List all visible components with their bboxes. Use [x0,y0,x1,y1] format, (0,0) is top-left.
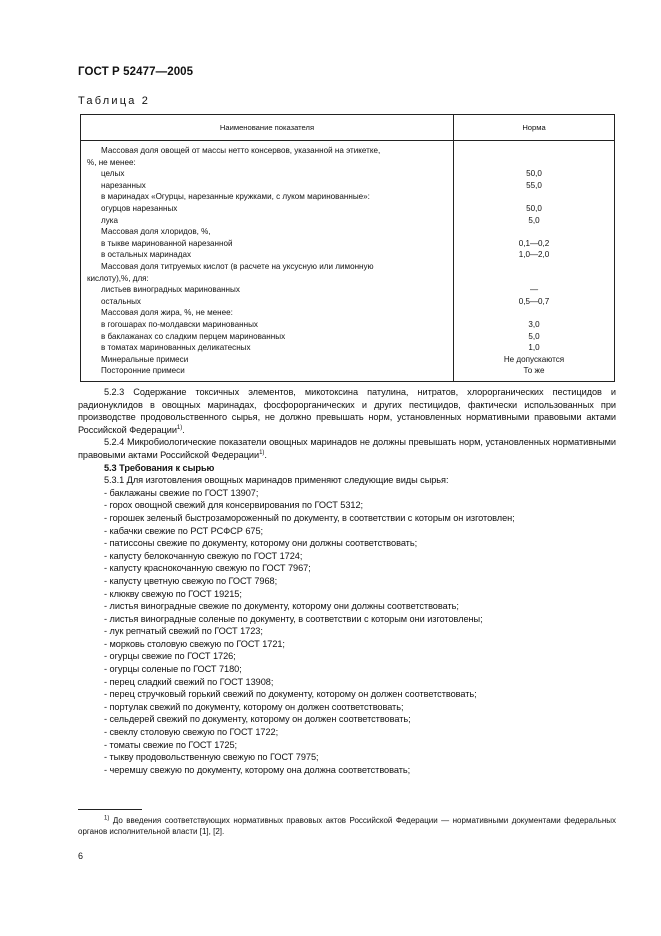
list-item: - перец сладкий свежий по ГОСТ 13908; [104,676,274,687]
norm-value-cell: Не допускаются [454,354,615,366]
body-text [78,386,616,776]
table-row [81,215,615,227]
table-row [81,157,615,169]
table-row [81,331,615,343]
norm-value-cell [454,273,615,285]
list-item: - перец стручковый горький свежий по документу, которому он должен соответствовать; [104,689,477,700]
norm-value-cell: 1,0 [454,342,615,354]
indicator-name-cell: в тыкве маринованной нарезанной [81,238,454,250]
table-row [81,354,615,366]
norm-value-cell [454,307,615,319]
table-row [81,226,615,238]
table-row [81,168,615,180]
norm-value-cell [454,226,615,238]
norm-value-cell: 3,0 [454,319,615,331]
table-row [81,261,615,273]
footnote-divider [78,809,142,810]
norm-value-cell: 0,1—0,2 [454,238,615,250]
header-norm: Норма [454,115,615,141]
table-caption: Таблица 2 [78,95,151,107]
indicator-name-cell: лука [81,215,454,227]
paragraph-5-3-1: 5.3.1 Для изготовления овощных маринадов применяют следующие виды сырья: [104,475,449,486]
paragraph-5-2-4-text: 5.2.4 Микробиологические показатели овощных маринадов не должны превышать норм, установленных нормативными правовыми актами Российской Федерации [78,437,616,460]
norm-value-cell [454,191,615,203]
list-item: - огурцы соленые по ГОСТ 7180; [104,664,242,675]
norm-value-cell [454,157,615,169]
indicator-name-cell: остальных [81,296,454,308]
norm-value-cell: 50,0 [454,168,615,180]
table-row [81,307,615,319]
list-item: - капусту цветную свежую по ГОСТ 7968; [104,575,278,586]
list-item: - баклажаны свежие по ГОСТ 13907; [104,487,259,498]
indicator-name-cell: целых [81,168,454,180]
list-item: - сельдерей свежий по документу, которому он должен соответствовать; [104,714,411,725]
indicator-name-cell: Массовая доля титруемых кислот (в расчете на уксусную или лимонную [81,261,454,273]
norm-value-cell: 5,0 [454,331,615,343]
list-item: - капусту белокочанную свежую по ГОСТ 1724; [104,550,303,561]
footnote-text: До введения соответствующих нормативных правовых актов Российской Федерации — нормативными документами федеральных органов исполнительной власти [1], [2]. [78,816,616,837]
standard-title: ГОСТ Р 52477—2005 [78,66,194,78]
indicator-name-cell: листьев виноградных маринованных [81,284,454,296]
indicator-name-cell: %, не менее: [81,157,454,169]
table-row [81,180,615,192]
table-row [81,342,615,354]
norm-value-cell: 0,5—0,7 [454,296,615,308]
indicator-name-cell: Массовая доля хлоридов, %, [81,226,454,238]
table-row [81,284,615,296]
norm-value-cell [454,261,615,273]
list-item: - листья виноградные свежие по документу, которому они должны соответствовать; [104,601,459,612]
footnote-mark: 1) [104,815,110,822]
indicator-name-cell: в баклажанах со сладким перцем маринованных [81,331,454,343]
list-item: - портулак свежий по документу, которому он должен соответствовать; [104,701,404,712]
list-item: - горох овощной свежий для консервирования по ГОСТ 5312; [104,500,364,511]
table-row [81,141,615,157]
list-item: - кабачки свежие по РСТ РСФСР 675; [104,525,264,536]
footnote [78,815,616,837]
indicators-table [80,114,615,382]
list-item: - черемшу свежую по документу, которому она должна соответствовать; [104,764,411,775]
table-row [81,238,615,250]
paragraph-5-2-3-text: 5.2.3 Содержание токсичных элементов, микотоксина патулина, нитратов, хлорорганических пестицидов и радионуклидов в овощных маринадах, фосфорорганических и других пестицидов, фактически использованных при производстве продовольственного сырья, не должно превышать норм, установленных нормативными правовыми актами Российской Федерации [78,387,616,435]
list-item: - горошек зеленый быстрозамороженный по документу, в соответствии с которым он изготовлен; [104,512,515,523]
table-body [81,141,615,382]
footnote-ref: 1) [176,424,183,431]
indicator-name-cell: Массовая доля жира, %, не менее: [81,307,454,319]
paragraph-5-2-4: 5.2.4 Микробиологические показатели овощных маринадов не должны превышать норм, установленных нормативными правовыми актами Российской Федерации$^{1)}$. [78,437,616,460]
heading-5-3: 5.3 Требования к сырью [104,462,215,473]
paragraph-5-2-3: 5.2.3 Содержание токсичных элементов, микотоксина патулина, нитратов, хлорорганических пестицидов и радионуклидов в овощных маринадах, фосфорорганических и других пестицидов, фактически использованных при производстве продовольственного сырья, не должно превышать норм, установленных нормативными правовыми актами Российской Федерации$^{1)}$. [78,387,616,435]
table-row [81,319,615,331]
list-item: - огурцы свежие по ГОСТ 1726; [104,651,236,662]
list-item: - капусту краснокочанную свежую по ГОСТ 7967; [104,563,311,574]
indicator-name-cell: нарезанных [81,180,454,192]
list-item: - листья виноградные соленые по документу, в соответствии с которым они изготовлены; [104,613,483,624]
indicator-name-cell: в гогошарах по-молдавски маринованных [81,319,454,331]
table-row [81,191,615,203]
list-item: - патиссоны свежие по документу, которому они должны соответствовать; [104,538,418,549]
norm-value-cell: То же [454,365,615,381]
indicator-name-cell: Посторонние примеси [81,365,454,381]
list-item: - томаты свежие по ГОСТ 1725; [104,739,238,750]
norm-value-cell: — [454,284,615,296]
indicator-name-cell: в остальных маринадах [81,249,454,261]
raw-materials-list [78,487,616,777]
list-item: - свеклу столовую свежую по ГОСТ 1722; [104,727,279,738]
indicator-name-cell: Массовая доля овощей от массы нетто консервов, указанной на этикетке, [81,141,454,157]
list-item: - лук репчатый свежий по ГОСТ 1723; [104,626,263,637]
table-row [81,273,615,285]
norm-value-cell [454,141,615,157]
list-item: - клюкву свежую по ГОСТ 19215; [104,588,242,599]
table-header-row [81,115,615,141]
norm-value-cell: 50,0 [454,203,615,215]
table-row [81,296,615,308]
norm-value-cell: 55,0 [454,180,615,192]
table-row [81,249,615,261]
indicator-name-cell: огурцов нарезанных [81,203,454,215]
list-item: - морковь столовую свежую по ГОСТ 1721; [104,638,285,649]
norm-value-cell: 1,0—2,0 [454,249,615,261]
norm-value-cell: 5,0 [454,215,615,227]
indicator-name-cell: в маринадах «Огурцы, нарезанные кружками, с луком маринованные»: [81,191,454,203]
page-number: 6 [78,851,84,861]
indicator-name-cell: в томатах маринованных деликатесных [81,342,454,354]
indicator-name-cell: кислоту),%, для: [81,273,454,285]
table-row [81,365,615,381]
header-indicator-name: Наименование показателя [81,115,454,141]
list-item: - тыкву продовольственную свежую по ГОСТ 7975; [104,752,319,763]
footnote-ref: 1) [259,449,265,456]
table-row [81,203,615,215]
indicator-name-cell: Минеральные примеси [81,354,454,366]
